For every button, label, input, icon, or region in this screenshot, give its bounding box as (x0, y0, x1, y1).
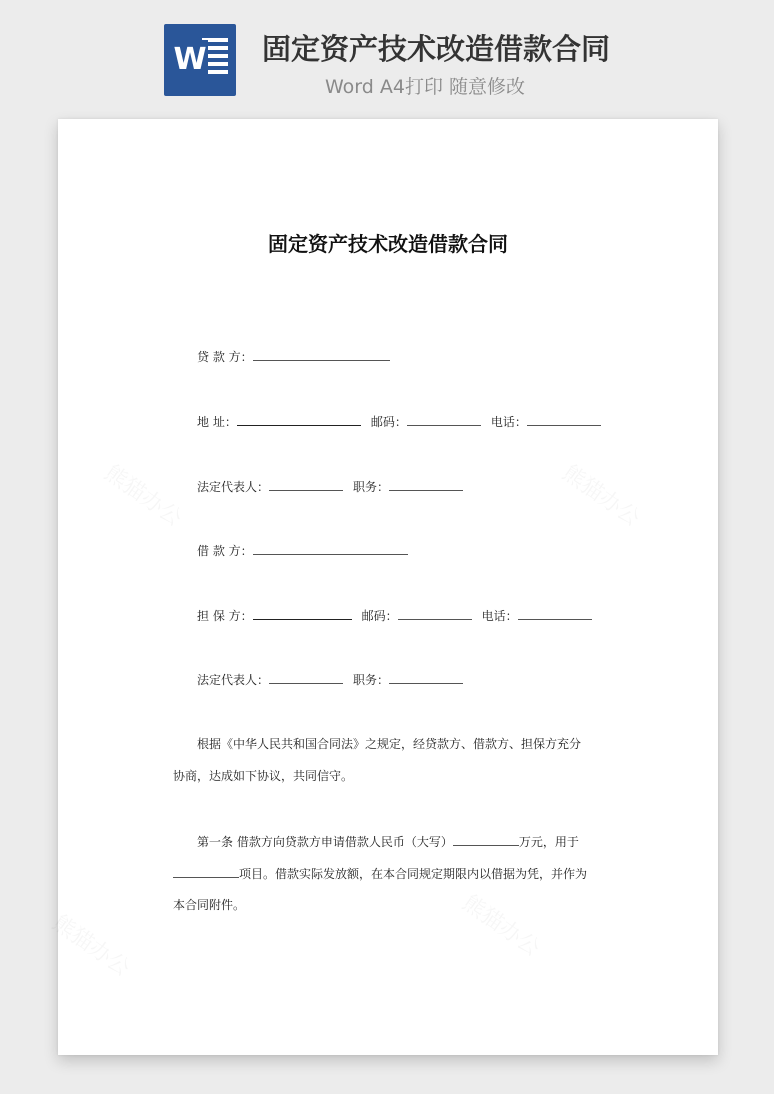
guarantor-field[interactable] (253, 607, 352, 620)
word-icon-letter: W (172, 40, 208, 80)
postcode-label: 邮码： (361, 609, 398, 623)
postcode-label: 邮码： (370, 415, 407, 429)
lender-address-field[interactable] (237, 413, 361, 426)
lender-postcode-field[interactable] (407, 413, 481, 426)
legal-rep-label: 法定代表人： (197, 673, 270, 687)
article-1-line-1 (197, 833, 579, 850)
project-field[interactable] (173, 865, 239, 878)
watermark (47, 907, 137, 983)
lender-position-field[interactable] (389, 478, 463, 491)
watermark (557, 457, 647, 533)
article-1-text-a: 第一条 借款方向贷款方申请借款人民币（大写） (197, 835, 453, 849)
document-title: 固定资产技术改造借款合同 (268, 232, 508, 256)
borrower-line (197, 542, 408, 559)
legal-rep-label: 法定代表人： (197, 480, 270, 494)
lender-line (197, 348, 390, 365)
guarantor-postcode-field[interactable] (398, 607, 472, 620)
lender-label: 贷 款 方： (197, 350, 253, 364)
guarantor-position-field[interactable] (389, 671, 463, 684)
guarantor-legal-rep-field[interactable] (269, 671, 343, 684)
article-1-text-c: 项目。借款实际发放额，在本合同规定期限内以借据为凭，并作为 (239, 867, 588, 881)
intro-paragraph-line-1: 根据《中华人民共和国合同法》之规定，经贷款方、借款方、担保方充分 (197, 737, 582, 751)
article-1-line-2 (173, 865, 587, 882)
loan-amount-field[interactable] (453, 833, 519, 846)
document-page (58, 119, 718, 1055)
borrower-field[interactable] (253, 542, 408, 555)
position-label: 职务： (353, 480, 390, 494)
position-label: 职务： (353, 673, 390, 687)
address-label: 地 址： (197, 415, 237, 429)
header-subtitle: Word A4打印 随意修改 (325, 76, 526, 98)
lender-phone-field[interactable] (527, 413, 601, 426)
word-icon (164, 24, 236, 96)
article-1-line-3: 本合同附件。 (173, 898, 246, 912)
lender-legal-rep-field[interactable] (269, 478, 343, 491)
page-header (0, 0, 774, 110)
lender-address-line (197, 413, 601, 430)
guarantor-line (197, 607, 592, 624)
phone-label: 电话： (481, 609, 518, 623)
article-1-text-b: 万元，用于 (518, 835, 579, 849)
borrower-label: 借 款 方： (197, 544, 253, 558)
guarantor-label: 担 保 方： (197, 609, 253, 623)
intro-paragraph-line-2: 协商，达成如下协议，共同信守。 (173, 769, 354, 783)
guarantor-phone-field[interactable] (518, 607, 592, 620)
lender-field[interactable] (253, 348, 390, 361)
phone-label: 电话： (490, 415, 527, 429)
header-title: 固定资产技术改造借款合同 (262, 32, 611, 66)
watermark (457, 887, 547, 963)
lender-legal-rep-line (197, 478, 463, 495)
watermark (99, 457, 189, 533)
guarantor-legal-rep-line (197, 671, 463, 688)
